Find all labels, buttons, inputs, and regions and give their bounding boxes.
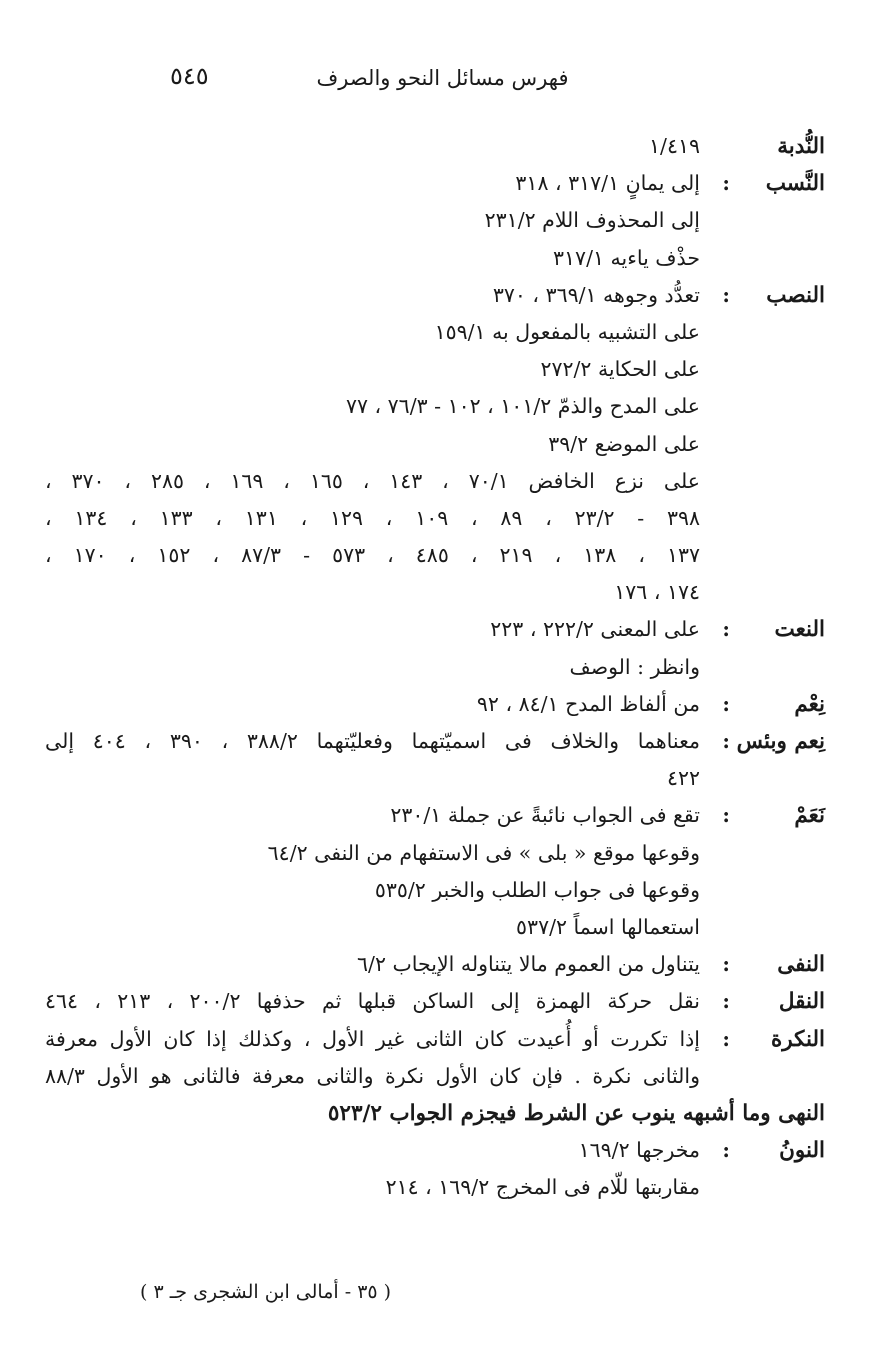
entry-colon: : [722,282,730,307]
entry-colon: : [722,952,730,977]
entry-text: إلى المحذوف اللام ٢٣١/٢ [484,208,700,233]
entry-text: على التشبيه بالمفعول به ١٥٩/١ [434,319,700,344]
index-line [45,388,825,425]
entry-heading: النَّسب [765,171,825,197]
entry-text: مخرجها ١٦٩/٢ [578,1138,700,1163]
running-title: فهرس مسائل النحو والصرف [316,66,569,90]
entry-heading: النقل [778,989,825,1015]
entry-text: ٣٩٨ - ٢٣/٢ ، ٨٩ ، ١٠٩ ، ١٢٩ ، ١٣١ ، ١٣٣ ، ١٣٤ ، [45,505,701,530]
footer-signature: ( ٣٥ - أمالى ابن الشجرى جـ ٣ ) [140,1281,392,1303]
entry-heading: النفى [777,952,825,978]
index-line [45,1021,825,1058]
entry-text: على الموضع ٣٩/٢ [548,431,700,456]
index-line [45,723,825,760]
entry-colon: : [722,1026,730,1051]
entry-text: معناهما والخلاف فى اسميّتهما وفعليّتهما ٣٨٨/٢ ، ٣٩٠ ، ٤٠٤ إلى [45,729,700,753]
entry-text: والثانى نكرة . فإن كان الأول نكرة والثانى معرفة فالثانى هو الأول ٨٨/٣ [45,1063,700,1088]
index-line [45,835,825,872]
index-line [45,314,825,351]
entry-colon: : [722,617,730,642]
entry-heading: نِعْم [794,691,825,717]
index-line [45,946,825,983]
index-line [45,872,825,909]
index-line [45,909,825,946]
entry-text: ١/٤١٩ [649,134,700,158]
entry-heading: النونُ [779,1138,825,1164]
entry-heading: النصب [766,282,825,308]
index-line [45,611,825,648]
page-number: ٥٤٥ [170,62,209,90]
entry-text: ٤٢٢ [666,766,700,791]
entry-colon: : [722,691,730,716]
index-line [45,760,825,797]
index-line [45,240,825,277]
entry-colon: : [722,729,730,753]
entry-text: مقاربتها للّام فى المخرج ١٦٩/٢ ، ٢١٤ [385,1175,700,1200]
entry-colon: : [722,1138,730,1163]
entry-text: تعدُّد وجوهه ٣٦٩/١ ، ٣٧٠ [492,282,700,307]
index-line [45,649,825,686]
page-header [0,62,885,102]
entry-colon: : [722,989,730,1014]
index-line [45,1132,825,1169]
entry-text: على المدح والذمّ ١٠١/٢ ، ١٠٢ - ٧٦/٣ ، ٧٧ [345,394,700,419]
entry-heading: نِعم وبئس [736,729,825,754]
index-entries [45,128,825,1206]
index-line [45,165,825,202]
entry-heading: النعت [774,617,825,643]
index-line [45,277,825,314]
index-line [45,202,825,239]
entry-text: من ألفاظ المدح ٨٤/١ ، ٩٢ [476,691,700,716]
entry-heading: النُّدبة [777,134,825,159]
entry-text: وقوعها فى جواب الطلب والخبر ٥٣٥/٢ [374,877,700,902]
index-line [45,128,825,165]
entry-colon: : [722,171,730,196]
entry-text: وقوعها موقع « بلى » فى الاستفهام من النفى ٦٤/٢ [267,840,700,865]
entry-text: يتناول من العموم مالا يتناوله الإيجاب ٦/٢ [357,952,700,977]
index-line [45,537,825,574]
entry-text: نقل حركة الهمزة إلى الساكن قبلها ثم حذفها ٢٠٠/٢ ، ٢١٣ ، ٤٦٤ [45,989,701,1014]
entry-text: استعمالها اسماً ٥٣٧/٢ [516,914,700,939]
entry-heading: النكرة [770,1026,825,1052]
entry-text: على المعنى ٢٢٢/٢ ، ٢٢٣ [490,617,700,642]
index-line [45,1169,825,1206]
index-line [45,1095,825,1132]
index-line [45,351,825,388]
entry-text: تقع فى الجواب نائبةً عن جملة ٢٣٠/١ [390,803,700,828]
index-line [45,1058,825,1095]
index-line [45,463,825,500]
entry-text: على الحكاية ٢٧٢/٢ [540,357,700,382]
entry-text: ١٧٤ ، ١٧٦ [614,580,700,605]
index-line [45,574,825,611]
entry-text: إلى يمانٍ ٣١٧/١ ، ٣١٨ [515,171,700,196]
entry-heading: النهى وما أشبهه ينوب عن الشرط فيجزم الجواب ٥٢٣/٢ [327,1100,825,1126]
entry-text: على نزع الخافض ٧٠/١ ، ١٤٣ ، ١٦٥ ، ١٦٩ ، ٢٨٥ ، ٣٧٠ ، [45,468,700,493]
entry-heading: نَعَمْ [794,803,825,829]
index-line [45,500,825,537]
index-line [45,983,825,1020]
index-line [45,686,825,723]
entry-text: ١٣٧ ، ١٣٨ ، ٢١٩ ، ٤٨٥ ، ٥٧٣ - ٨٧/٣ ، ١٥٢ ، ١٧٠ ، [45,543,701,568]
index-line [45,426,825,463]
entry-text: وانظر : الوصف [569,654,700,679]
entry-colon: : [722,803,730,828]
entry-text: إذا تكررت أو أُعيدت كان الثانى غير الأول ، وكذلك إذا كان الأول معرفة [45,1026,700,1051]
index-line [45,797,825,834]
entry-text: حذْف ياءيه ٣١٧/١ [553,245,700,270]
